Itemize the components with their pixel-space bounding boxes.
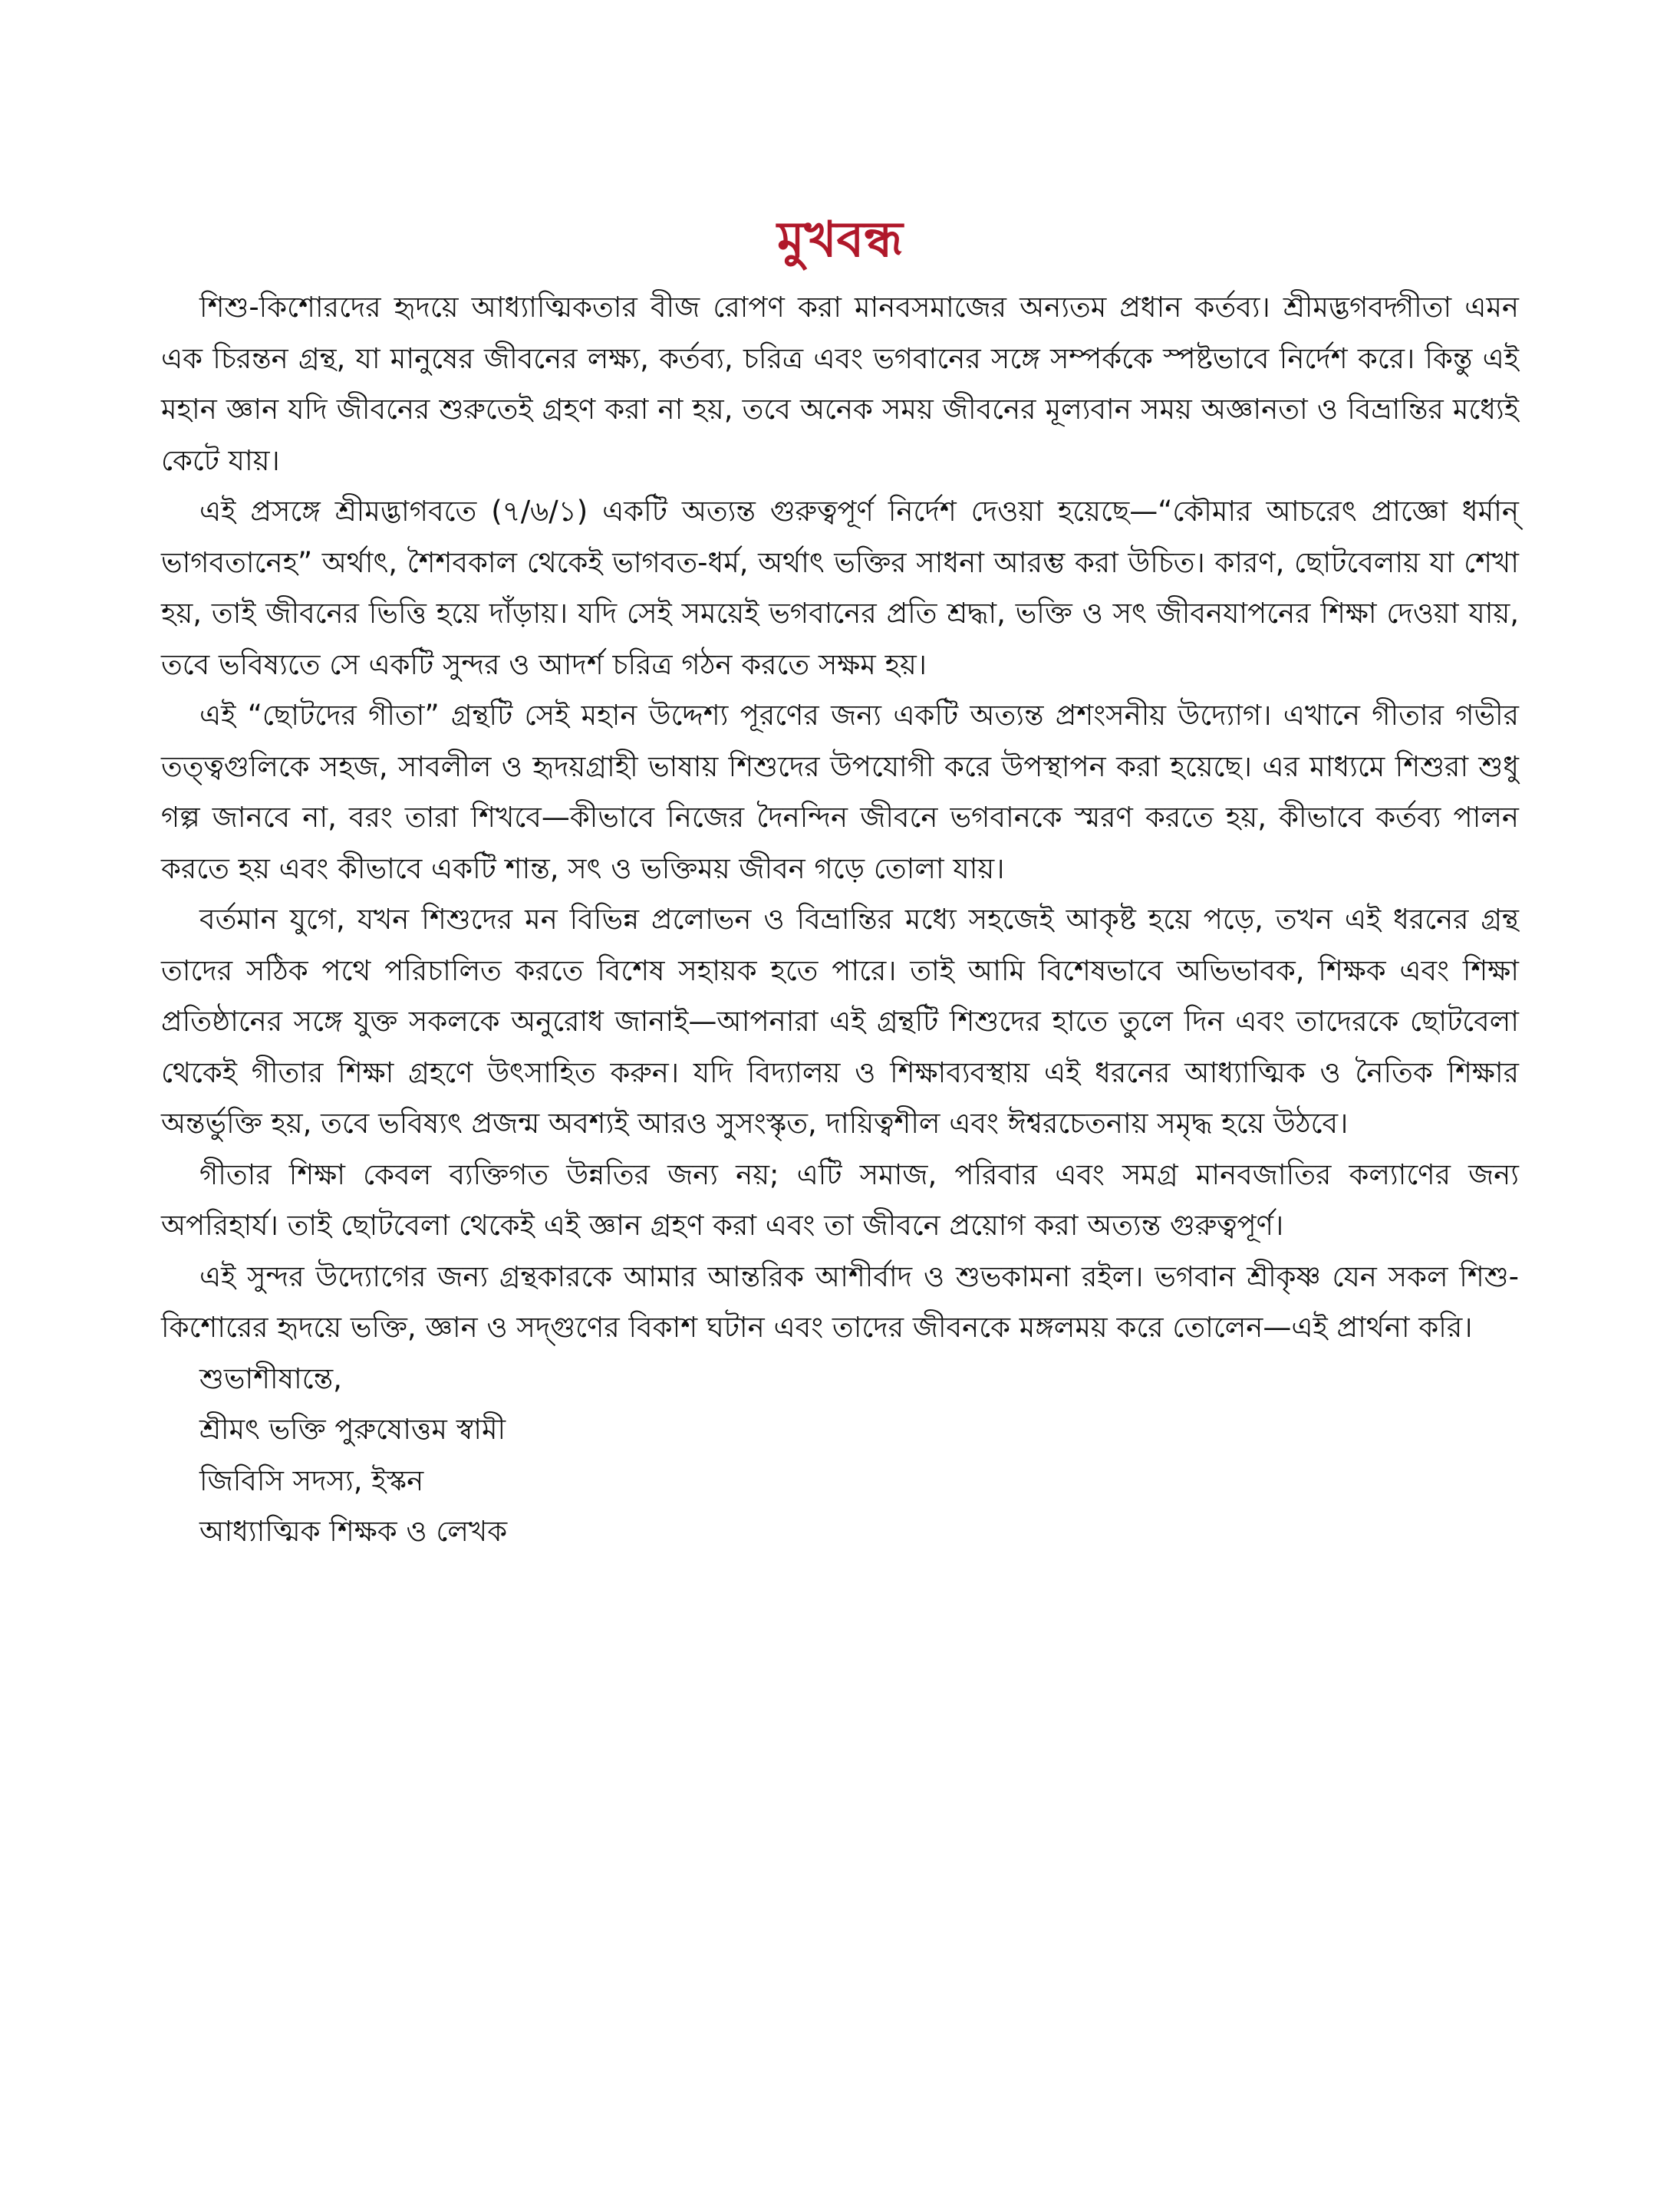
signature-block: [161, 1354, 1519, 1558]
author-role: আধ্যাত্মিক শিক্ষক ও লেখক: [199, 1515, 508, 1548]
page-title: মুখবন্ধ: [777, 212, 903, 268]
paragraph-4: বর্তমান যুগে, যখন শিশুদের মন বিভিন্ন প্রলোভন ও বিভ্রান্তির মধ্যে সহজেই আকৃষ্ট হয়ে পড়ে, তখন এই ধরনের গ্রন্থ তাদের সঠিক পথে পরিচালিত করতে বিশেষ সহায়ক হতে পারে। তাই আমি বিশেষভাবে অভিভাবক, শিক্ষক এবং শিক্ষা প্রতিষ্ঠানের সঙ্গে যুক্ত সকলকে অনুরোধ জানাই—আপনারা এই গ্রন্থটি শিশুদের হাতে তুলে দিন এবং তাদেরকে ছোটবেলা থেকেই গীতার শিক্ষা গ্রহণে উৎসাহিত করুন। যদি বিদ্যালয় ও শিক্ষাব্যবস্থায় এই ধরনের আধ্যাত্মিক ও নৈতিক শিক্ষার অন্তর্ভুক্তি হয়, তবে ভবিষ্যৎ প্রজন্ম অবশ্যই আরও সুসংস্কৃত, দায়িত্বশীল এবং ঈশ্বরচেতনায় সমৃদ্ধ হয়ে উঠবে।: [161, 903, 1519, 1140]
paragraph-1: শিশু-কিশোরদের হৃদয়ে আধ্যাত্মিকতার বীজ রোপণ করা মানবসমাজের অন্যতম প্রধান কর্তব্য। শ্রীমদ্ভগবদ্গীতা এমন এক চিরন্তন গ্রন্থ, যা মানুষের জীবনের লক্ষ্য, কর্তব্য, চরিত্র এবং ভগবানের সঙ্গে সম্পর্ককে স্পষ্টভাবে নির্দেশ করে। কিন্তু এই মহান জ্ঞান যদি জীবনের শুরুতেই গ্রহণ করা না হয়, তবে অনেক সময় জীবনের মূল্যবান সময় অজ্ঞানতা ও বিভ্রান্তির মধ্যেই কেটে যায়।: [161, 291, 1519, 477]
preface-page: [161, 206, 1519, 1558]
author-position: জিবিসি সদস্য, ইস্কন: [199, 1463, 424, 1497]
signoff-greeting: শুভাশীষান্তে,: [199, 1361, 342, 1395]
paragraph-2: এই প্রসঙ্গে শ্রীমদ্ভাগবতে (৭/৬/১) একটি অত্যন্ত গুরুত্বপূর্ণ নির্দেশ দেওয়া হয়েছে—“কৌমার আচরেৎ প্রাজ্ঞো ধর্মান্ ভাগবতানেহ” অর্থাৎ, শৈশবকাল থেকেই ভাগবত-ধর্ম, অর্থাৎ ভক্তির সাধনা আরম্ভ করা উচিত। কারণ, ছোটবেলায় যা শেখা হয়, তাই জীবনের ভিত্তি হয়ে দাঁড়ায়। যদি সেই সময়েই ভগবানের প্রতি শ্রদ্ধা, ভক্তি ও সৎ জীবনযাপনের শিক্ষা দেওয়া যায়, তবে ভবিষ্যতে সে একটি সুন্দর ও আদর্শ চরিত্র গঠন করতে সক্ষম হয়।: [161, 495, 1519, 681]
author-name: শ্রীমৎ ভক্তি পুরুষোত্তম স্বামী: [199, 1413, 506, 1446]
paragraph-3: এই “ছোটদের গীতা” গ্রন্থটি সেই মহান উদ্দেশ্য পূরণের জন্য একটি অত্যন্ত প্রশংসনীয় উদ্যোগ। এখানে গীতার গভীর তত্ত্বগুলিকে সহজ, সাবলীল ও হৃদয়গ্রাহী ভাষায় শিশুদের উপযোগী করে উপস্থাপন করা হয়েছে। এর মাধ্যমে শিশুরা শুধু গল্প জানবে না, বরং তারা শিখবে—কীভাবে নিজের দৈনন্দিন জীবনে ভগবানকে স্মরণ করতে হয়, কীভাবে কর্তব্য পালন করতে হয় এবং কীভাবে একটি শান্ত, সৎ ও ভক্তিময় জীবন গড়ে তোলা যায়।: [161, 699, 1519, 885]
paragraph-6: এই সুন্দর উদ্যোগের জন্য গ্রন্থকারকে আমার আন্তরিক আশীর্বাদ ও শুভকামনা রইল। ভগবান শ্রীকৃষ্ণ যেন সকল শিশু-কিশোরের হৃদয়ে ভক্তি, জ্ঞান ও সদ্গুণের বিকাশ ঘটান এবং তাদের জীবনকে মঙ্গলময় করে তোলেন—এই প্রার্থনা করি।: [161, 1259, 1519, 1344]
paragraph-5: গীতার শিক্ষা কেবল ব্যক্তিগত উন্নতির জন্য নয়; এটি সমাজ, পরিবার এবং সমগ্র মানবজাতির কল্যাণের জন্য অপরিহার্য। তাই ছোটবেলা থেকেই এই জ্ঞান গ্রহণ করা এবং তা জীবনে প্রয়োগ করা অত্যন্ত গুরুত্বপূর্ণ।: [161, 1157, 1519, 1242]
